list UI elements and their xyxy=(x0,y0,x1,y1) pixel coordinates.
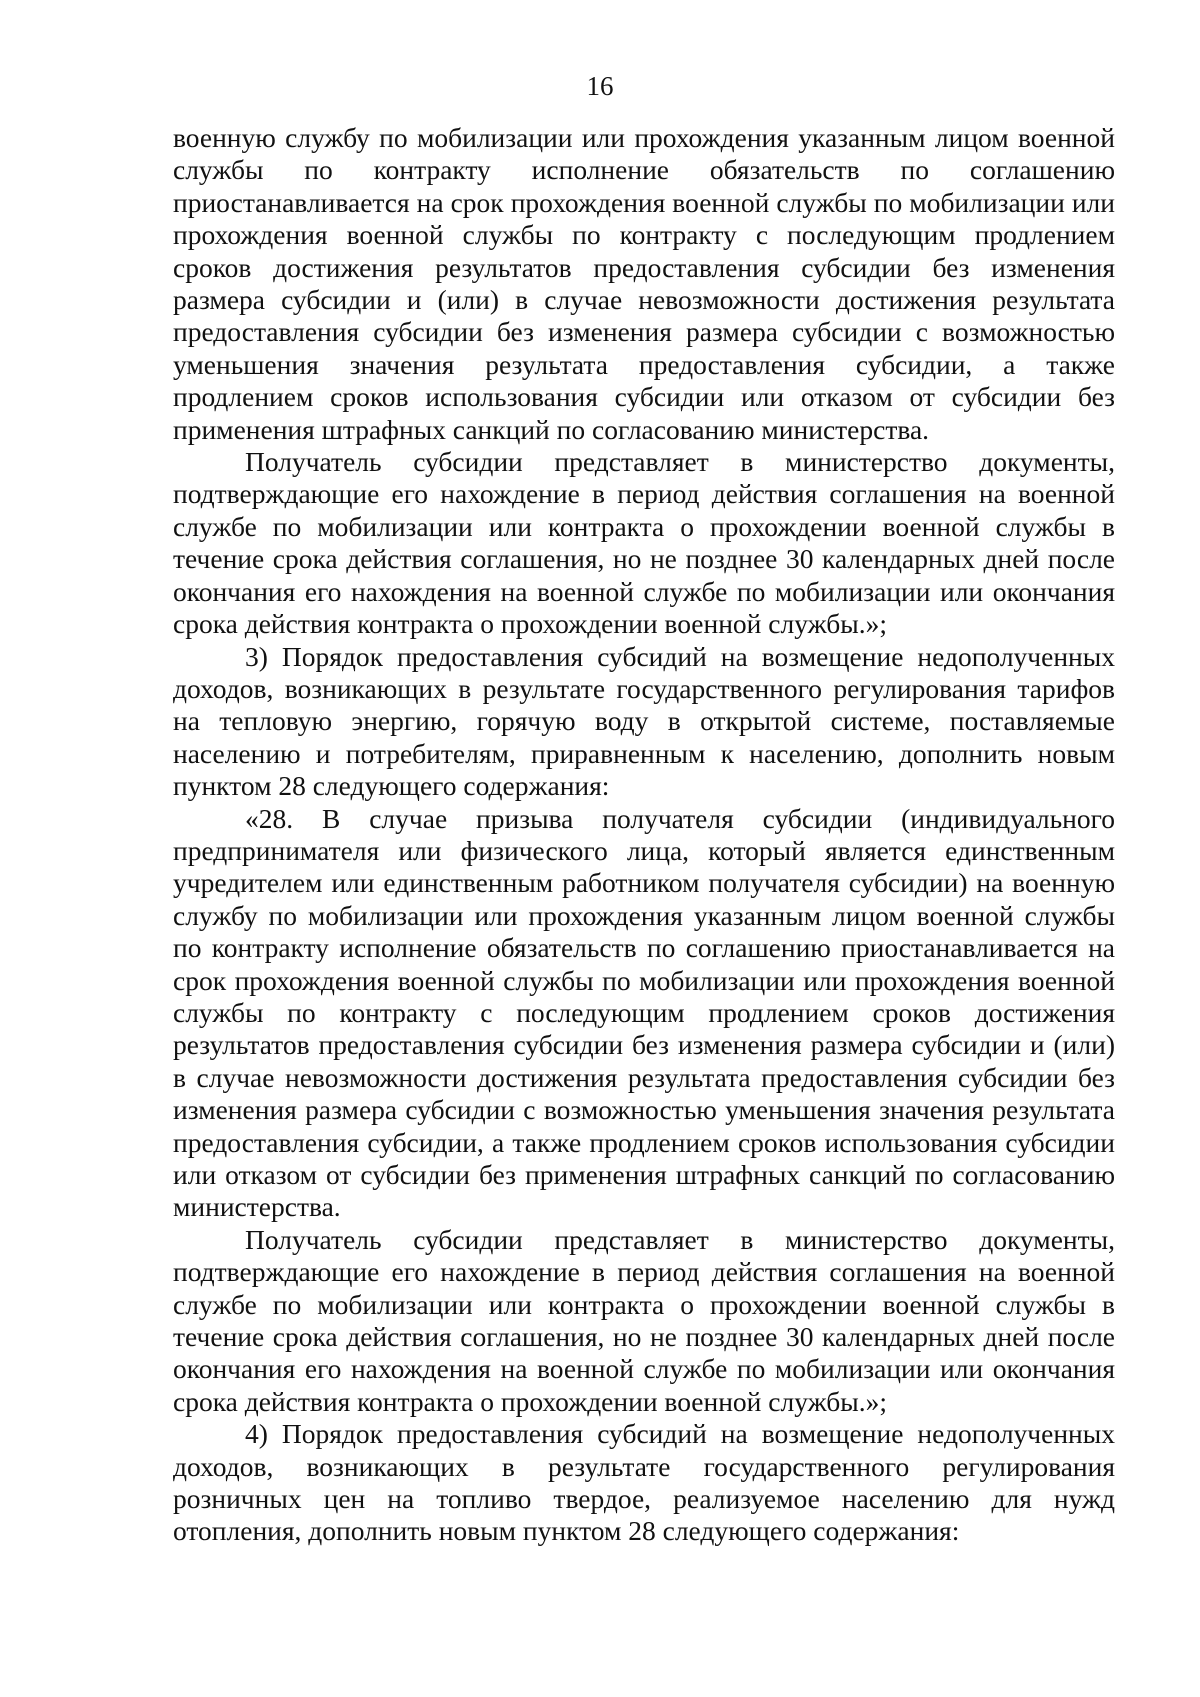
paragraph-recipient-documents: Получатель субсидии представляет в министерство документы, подтверждающие его нахождение в период действия соглашения на военной службе по мобилизации или контракта о прохождении военной службы в течение срока действия соглашения, но не позднее 30 календарных дней после окончания его нахождения на военной службе по мобилизации или окончания срока действия контракта о прохождении военной службы.»; xyxy=(173,446,1115,640)
paragraph-clause-28: «28. В случае призыва получателя субсидии (индивидуального предпринимателя или физического лица, который является единственным учредителем или единственным работником получателя субсидии) на военную службу по мобилизации или прохождения указанным лицом военной службы по контракту исполнение обязательств по соглашению приостанавливается на срок прохождения военной службы по мобилизации или прохождения военной службы по контракту с последующим продлением сроков достижения результатов предоставления субсидии без изменения размера субсидии и (или) в случае невозможности достижения результата предоставления субсидии без изменения размера субсидии с возможностью уменьшения значения результата предоставления субсидии, а также продлением сроков использования субсидии или отказом от субсидии без применения штрафных санкций по согласованию министерства. xyxy=(173,802,1115,1223)
paragraph-continuation: военную службу по мобилизации или прохождения указанным лицом военной службы по контракту исполнение обязательств по соглашению приостанавливается на срок прохождения военной службы по мобилизации или прохождения военной службы по контракту с последующим продлением сроков достижения результатов предоставления субсидии без изменения размера субсидии и (или) в случае невозможности достижения результата предоставления субсидии без изменения размера субсидии с возможностью уменьшения значения результата предоставления субсидии, а также продлением сроков использования субсидии или отказом от субсидии без применения штрафных санкций по согласованию министерства. xyxy=(173,122,1115,445)
paragraph-recipient-documents-2: Получатель субсидии представляет в министерство документы, подтверждающие его нахождение в период действия соглашения на военной службе по мобилизации или контракта о прохождении военной службы в течение срока действия соглашения, но не позднее 30 календарных дней после окончания его нахождения на военной службе по мобилизации или окончания срока действия контракта о прохождении военной службы.»; xyxy=(173,1223,1115,1417)
paragraph-item-4: 4) Порядок предоставления субсидий на возмещение недополученных доходов, возникающих в результате государственного регулирования розничных цен на топливо твердое, реализуемое населению для нужд отопления, дополнить новым пунктом 28 следующего содержания: xyxy=(173,1418,1115,1547)
document-body xyxy=(173,122,1115,1548)
page-number: 16 xyxy=(586,71,614,101)
paragraph-item-3: 3) Порядок предоставления субсидий на возмещение недополученных доходов, возникающих в результате государственного регулирования тарифов на тепловую энергию, горячую воду в открытой системе, поставляемые населению и потребителям, приравненным к населению, дополнить новым пунктом 28 следующего содержания: xyxy=(173,640,1115,802)
